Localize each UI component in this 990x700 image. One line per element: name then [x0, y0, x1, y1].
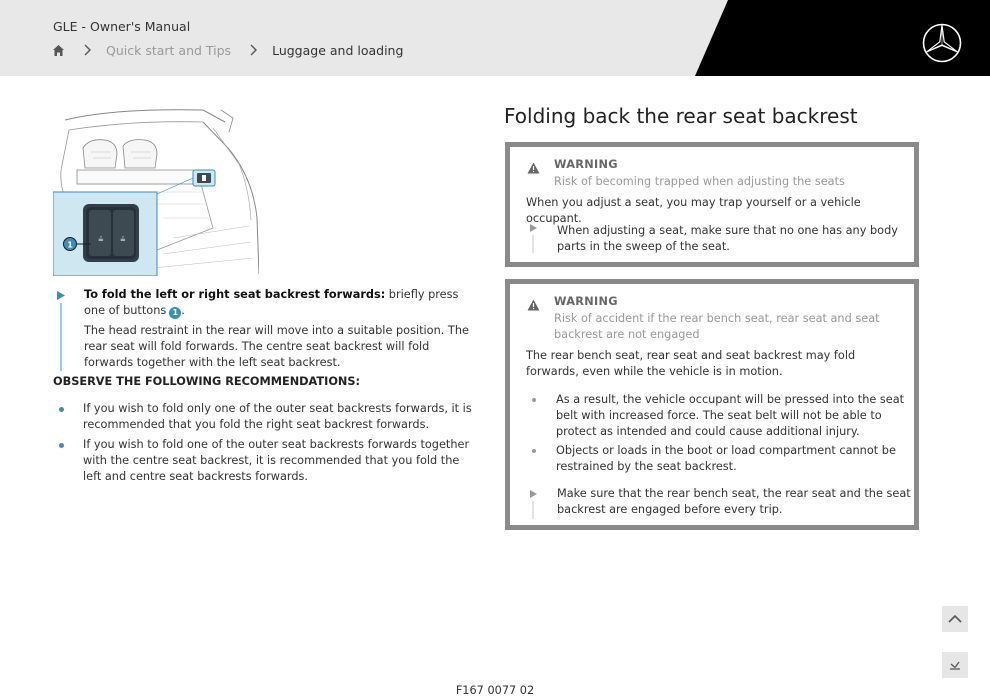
illustration-caption: F167 0077 02	[455, 684, 535, 697]
recommendations-title: OBSERVE THE FOLLOWING RECOMMENDATIONS:	[53, 375, 361, 388]
warning-step: When adjusting a seat, make sure that no one has any body parts in the sweep of the seat.	[557, 224, 898, 253]
warning-risk: Risk of accident if the rear bench seat, rear seat and seat backrest are not engaged	[554, 312, 880, 341]
warning-consequence: When you adjust a seat, you may trap yourself or a vehicle occupant.	[526, 196, 861, 225]
bullet-dot	[532, 449, 536, 453]
rear-seat-illustration	[53, 108, 259, 276]
list-item	[556, 443, 912, 475]
mercedes-star-logo	[921, 22, 963, 64]
warning-heading: WARNING	[554, 158, 618, 171]
svg-text:≟: ≟	[120, 236, 126, 244]
instruction-arrow-icon	[57, 291, 65, 300]
step-bar	[532, 235, 534, 253]
chevron-up-icon	[942, 606, 968, 632]
warning-risk: Risk of becoming trapped when adjusting the seats	[554, 175, 845, 188]
warning-triangle-icon	[527, 299, 540, 311]
bullet-dot	[59, 443, 64, 448]
chevron-right-icon	[82, 44, 92, 56]
section-title: Folding back the rear seat backrest	[504, 104, 858, 128]
instruction-bar	[60, 303, 62, 371]
illustration-callout-number: 1	[67, 240, 73, 250]
bullet-dot	[532, 398, 536, 402]
button-ref-number: 1	[169, 307, 181, 319]
instruction-block	[84, 287, 469, 371]
warning-box-trapped	[505, 142, 919, 267]
step-bar	[532, 501, 534, 519]
instruction-bold: To fold the left or right seat backrest forwards:	[84, 288, 386, 301]
list-item	[53, 437, 473, 485]
breadcrumb-current: Luggage and loading	[272, 42, 404, 58]
warning-consequence: The rear bench seat, rear seat and seat backrest may fold forwards, even while the vehicle is in motion.	[526, 349, 856, 378]
scroll-to-top-button[interactable]	[942, 606, 968, 632]
manual-title: GLE - Owner's Manual	[53, 19, 191, 34]
bullet-dot	[59, 407, 64, 412]
step-arrow-icon	[530, 490, 537, 498]
breadcrumb-link-quick-start[interactable]: Quick start and Tips	[106, 42, 232, 58]
home-icon[interactable]	[52, 44, 65, 57]
warning-box-accident	[505, 279, 919, 530]
svg-text:≟: ≟	[98, 236, 104, 244]
warning-bullet-text: As a result, the vehicle occupant will be pressed into the seat belt with increased force. The seat belt will not be able to protect as intended and could cause additional injury.	[556, 393, 905, 438]
instruction-result: The head restraint in the rear will move into a suitable position. The rear seat will fold forwards. The centre seat backrest will fold forwards together with the left seat backrest.	[84, 324, 469, 369]
instruction-text	[84, 287, 469, 319]
instruction-end: .	[181, 304, 185, 317]
breadcrumb	[52, 42, 403, 58]
step-arrow-icon	[530, 224, 537, 232]
warning-triangle-icon	[527, 162, 540, 174]
reference-icon	[942, 652, 968, 678]
list-item	[53, 401, 473, 433]
recommendation-text: If you wish to fold only one of the outer seat backrests forwards, it is recommended that you fold the right seat backrest forwards.	[83, 402, 472, 431]
reference-button[interactable]	[942, 652, 968, 678]
instruction-body: briefly press one of buttons	[84, 288, 459, 317]
recommendations-list	[53, 401, 473, 489]
recommendation-text: If you wish to fold one of the outer seat backrests forwards together with the centre seat backrest, it is recommended that you fold the left and centre seat backrests forwards.	[83, 438, 470, 483]
warning-step: Make sure that the rear bench seat, the rear seat and the seat backrest are engaged before every trip.	[557, 487, 911, 516]
warning-heading: WARNING	[554, 295, 618, 308]
chevron-right-icon	[248, 44, 258, 56]
list-item	[556, 392, 912, 440]
warning-bullet-text: Objects or loads in the boot or load compartment cannot be restrained by the seat backrest.	[556, 444, 896, 473]
